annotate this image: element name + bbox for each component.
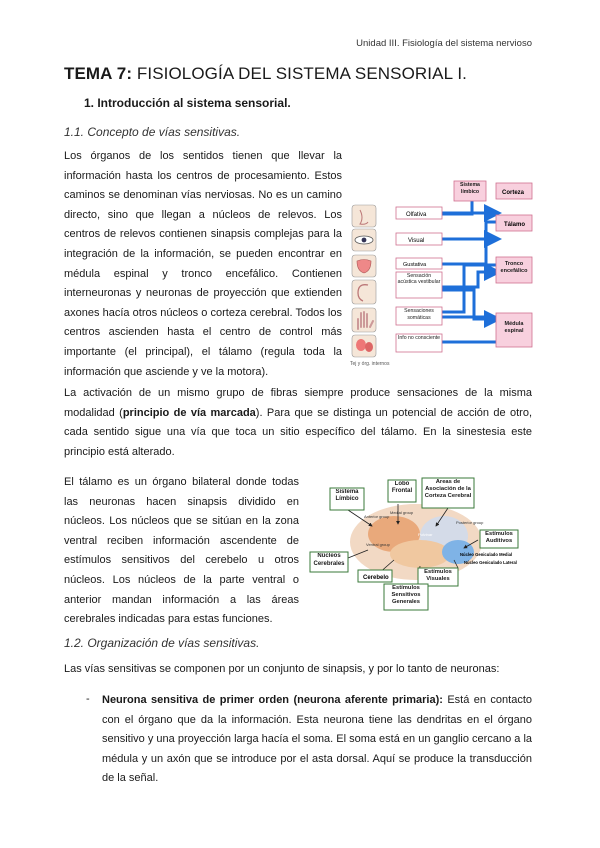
label-geniculado-medial: Núcleo Geniculado Medial: [460, 552, 513, 557]
label-geniculado-lateral: Núcleo Geniculado Lateral: [464, 560, 517, 565]
label-areas-asociacion: Áreas de Asociación de la Corteza Cerebral: [424, 479, 472, 499]
ear-icon: [352, 280, 376, 304]
paragraph-2: [64, 384, 532, 462]
label-ventral-group: Ventral group: [366, 542, 390, 547]
input-acustica: Sensación acústica vestibular: [397, 273, 441, 285]
paragraph-1-text: Los órganos de los sentidos tienen que llevar la información hasta los centros de procesamiento. Estos caminos se denominan vías nerviosas. No es un camino directo, sino que llegan a núcleos de relevos. Los centros de relevos contienen sinapsis complejas para la integración de la información, se pueden encontrar en médula espinal y tronco encefálico. Contienen interneuronas y neuronas de proyección que extienden axones hacía otros núcleos o corteza cerebral. Todos los centros ascienden hasta el centro de control más importante (el principal), el tálamo (regula toda la información que asciende y ve la motora).: [64, 150, 342, 378]
eye-icon: [352, 229, 376, 251]
label-posterior-group: Posterior group: [456, 520, 484, 525]
subsection-heading-1-1: 1.1. Concepto de vías sensitivas.: [64, 125, 241, 139]
subsection-heading-1-2: 1.2. Organización de vías sensitivas.: [64, 636, 260, 650]
label-estimulos-visuales: Estímulos Visuales: [424, 569, 452, 582]
title-prefix: TEMA 7: [64, 64, 127, 83]
title-text: FISIOLOGÍA DEL SISTEMA SENSORIAL I.: [132, 64, 467, 83]
input-gustativa: Gustativa: [403, 262, 427, 268]
bullet-item: [102, 691, 532, 789]
target-tronco: Tronco encefálico: [500, 261, 528, 274]
target-medula: Médula espinal: [504, 321, 524, 334]
label-nucleos-cerebrales: Núcleos Cerebrales: [313, 553, 345, 567]
hand-icon: [352, 308, 376, 332]
target-talamo: Tálamo: [504, 222, 526, 228]
running-header: Unidad III. Fisiología del sistema nervioso: [356, 38, 532, 49]
tongue-icon: [352, 255, 376, 277]
input-visual: Visual: [408, 238, 425, 244]
bullet-bold: Neurona sensitiva de primer orden (neurona aferente primaria):: [102, 694, 443, 706]
label-medial-group: Medial group: [390, 510, 414, 515]
paragraph-2-text-b: ). Para que se distinga un potencial de acción de otro, cada sentido sigue una vía que toca un sitio específico del tálamo. En la sinestesia este principio está alterado.: [64, 406, 533, 458]
nose-icon: [352, 205, 376, 227]
paragraph-4: Las vías sensitivas se componen por un conjunto de sinapsis, y por lo tanto de neuronas:: [64, 663, 500, 675]
label-cerebelo: Cerebelo: [363, 575, 389, 581]
target-corteza: Corteza: [502, 190, 525, 196]
label-estimulos-sensitivos: Estímulos Sensitivos Generales: [391, 585, 421, 605]
input-somaticas: Sensaciones somáticas: [404, 308, 434, 321]
target-sistema-limbico: Sistema límbico: [460, 182, 480, 195]
label-pulvinar: Pulvinar: [418, 532, 433, 537]
thalamus-diagram: [308, 474, 536, 612]
label-estimulos-auditivos: Estímulos Auditivos: [485, 531, 513, 544]
icon-caption: Tej y órg. internos: [350, 361, 390, 367]
bullet-marker: -: [86, 693, 90, 705]
page-title: [64, 64, 467, 84]
sensory-pathways-diagram: [346, 177, 536, 377]
label-lobo-frontal: Lobo Frontal: [391, 481, 413, 494]
input-olfativa: Olfativa: [406, 212, 427, 218]
organs-icon: [352, 335, 376, 357]
paragraph-2-text-a: La activación de un mismo grupo de fibras siempre produce sensaciones de la misma modalidad (: [64, 387, 532, 419]
input-no-consciente: Info no consciente: [397, 335, 441, 341]
title-colon: :: [126, 64, 133, 83]
label-anterior-group: Anterior group: [364, 514, 390, 519]
bullet-text: Está en contacto con el órgano que da la información. Esta neurona tiene las dendritas en el órgano sensitivo y una proyección larga hacía el soma. El soma está en un ganglio cercano a la médula y un axón que se introduce por el asta dorsal. Aquí se produce la transducción de la señal.: [102, 694, 533, 785]
section-heading-1: 1. Introducción al sistema sensorial.: [84, 96, 291, 110]
label-sistema-limbico: Sistema Límbico: [335, 489, 359, 502]
paragraph-3: El tálamo es un órgano bilateral donde todas las neuronas hacen sinapsis dividido en núcleos. Los núcleos que se sitúan en la zona ventral reciben información ascendente de estímulos sensitivos del cerebelo u otros núcleos. Los núcleos de la parte ventral o anterior mandan información a las áreas cerebrales indicadas para estas funciones.: [64, 476, 299, 626]
principle-bold: principio de vía marcada: [122, 406, 256, 419]
